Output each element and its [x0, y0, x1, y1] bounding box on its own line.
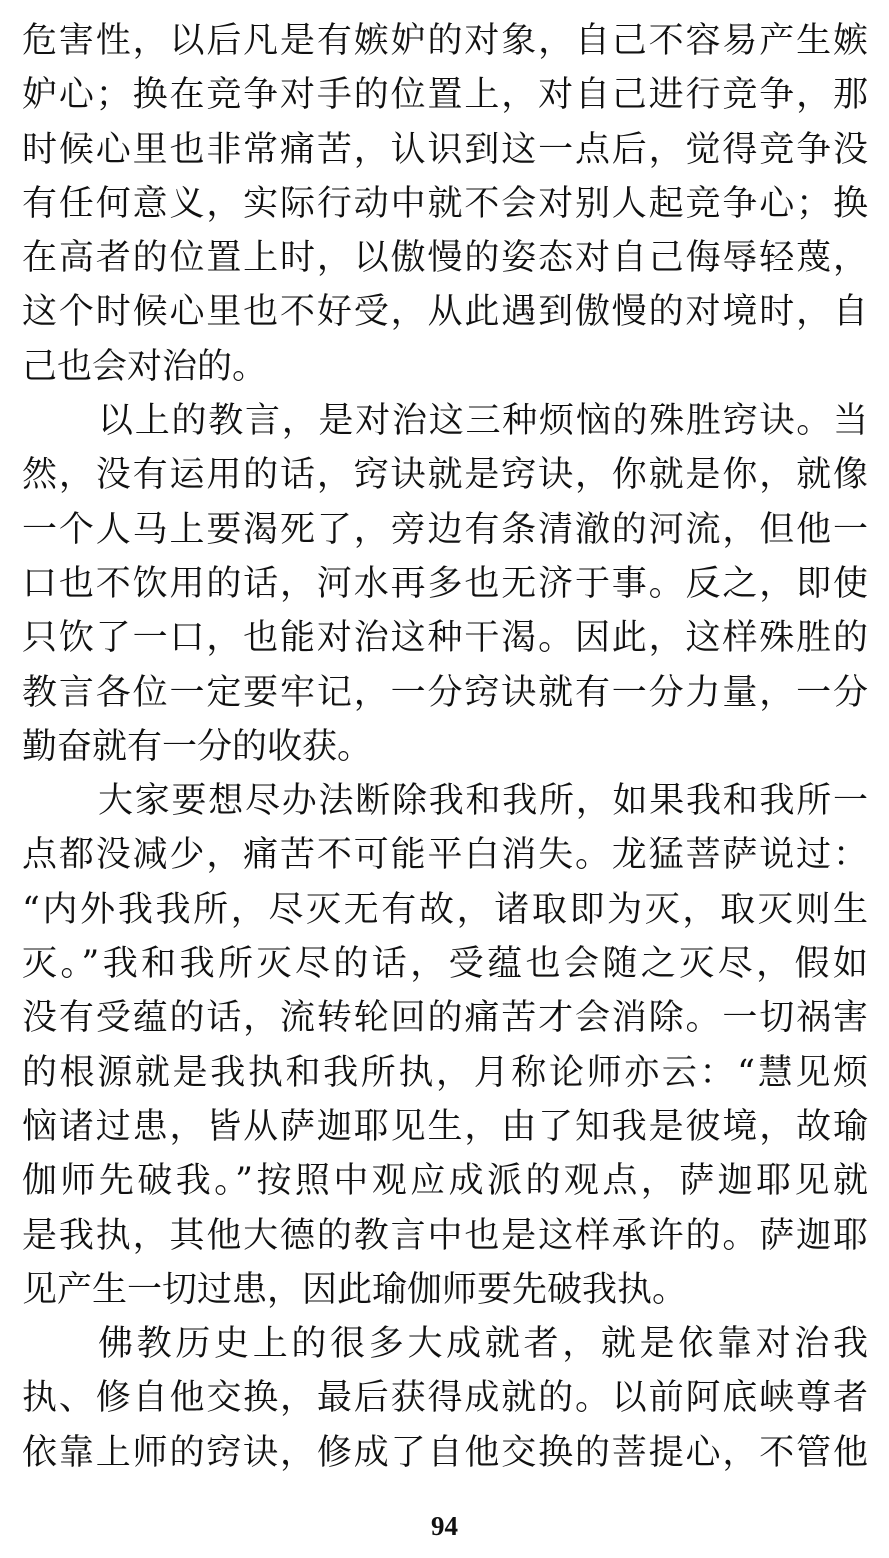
paragraph [22, 1317, 868, 1480]
text-line: 灭。”我和我所灭尽的话，受蕴也会随之灭尽，假如 [22, 944, 868, 985]
text-line: 有任何意义，实际行动中就不会对别人起竞争心；换 [22, 183, 868, 224]
text-line: 教言各位一定要牢记，一分窍诀就有一分力量，一分 [22, 672, 868, 713]
text-line: 的根源就是我执和我所执，月称论师亦云：“慧见烦 [22, 1052, 868, 1093]
text-line: 恼诸过患，皆从萨迦耶见生，由了知我是彼境，故瑜 [22, 1106, 868, 1147]
text-line: 大家要想尽办法断除我和我所，如果我和我所一 [98, 781, 868, 822]
text-line: 是我执，其他大德的教言中也是这样承许的。萨迦耶 [22, 1215, 868, 1256]
text-line: 佛教历史上的很多大成就者，就是依靠对治我 [98, 1324, 868, 1365]
text-line: 一个人马上要渴死了，旁边有条清澈的河流，但他一 [22, 509, 868, 550]
text-line: 这个时候心里也不好受，从此遇到傲慢的对境时，自 [22, 292, 868, 333]
text-line: 危害性，以后凡是有嫉妒的对象，自己不容易产生嫉 [22, 21, 868, 61]
paragraph [22, 774, 868, 1317]
text-line: 时候心里也非常痛苦，认识到这一点后，觉得竞争没 [22, 129, 868, 170]
text-line: 在高者的位置上时，以傲慢的姿态对自己侮辱轻蔑， [22, 238, 868, 279]
text-line: 口也不饮用的话，河水再多也无济于事。反之，即使 [22, 563, 868, 604]
text-line: 然，没有运用的话，窍诀就是窍诀，你就是你，就像 [22, 455, 868, 496]
text-line: 己也会对治的。 [22, 346, 268, 387]
paragraph [22, 14, 868, 394]
text-line: 只饮了一口，也能对治这种干渴。因此，这样殊胜的 [22, 618, 868, 659]
text-line: 妒心；换在竞争对手的位置上，对自己进行竞争，那 [22, 75, 868, 116]
text-line: 没有受蕴的话，流转轮回的痛苦才会消除。一切祸害 [22, 998, 868, 1039]
paragraph [22, 394, 868, 774]
text-line: “内外我我所，尽灭无有故，诸取即为灭，取灭则生 [22, 889, 868, 930]
text-line: 以上的教言，是对治这三种烦恼的殊胜窍诀。当 [98, 401, 868, 442]
text-line: 执、修自他交换，最后获得成就的。以前阿底峡尊者 [22, 1378, 868, 1419]
text-line: 点都没减少，痛苦不可能平白消失。龙猛菩萨说过： [22, 835, 868, 876]
text-line: 依靠上师的窍诀，修成了自他交换的菩提心，不管他 [22, 1432, 868, 1473]
body-text [22, 14, 868, 1480]
page-number: 94 [431, 1511, 458, 1541]
text-line: 见产生一切过患，因此瑜伽师要先破我执。 [22, 1269, 688, 1310]
text-line: 伽师先破我。”按照中观应成派的观点，萨迦耶见就 [22, 1161, 868, 1202]
text-line: 勤奋就有一分的收获。 [22, 726, 373, 767]
